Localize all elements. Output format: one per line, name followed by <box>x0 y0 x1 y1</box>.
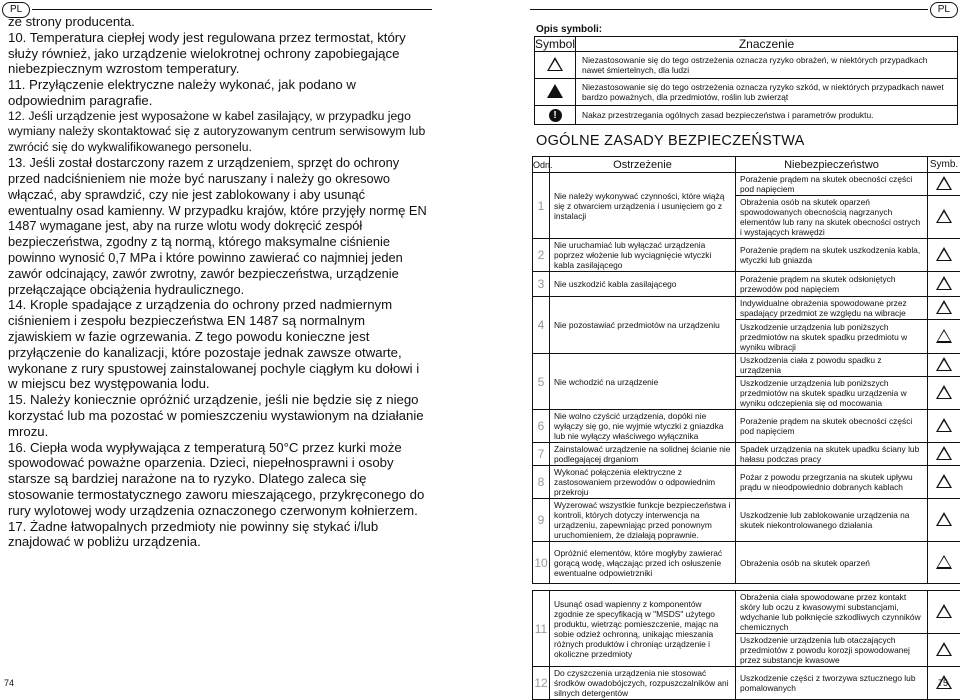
symbol-cell <box>928 272 960 297</box>
symbol-cell <box>928 634 960 667</box>
page-number-right: 75 <box>938 678 948 688</box>
warning-cell: Wyzerować wszystkie funkcje bezpieczeństwa i kontroli, których dotyczy interwencja na urządzeniu, zapewniając przed ponownym uruchomieniem, że działają poprawnie. <box>550 499 736 542</box>
table-row <box>533 173 960 196</box>
header-rule-right <box>530 9 928 10</box>
paragraph: 17. Żadne łatwopalnych przedmioty nie powinny się stykać i/lub znajdować w pobliżu urządzenia. <box>8 519 430 551</box>
paragraph: 10. Temperatura ciepłej wody jest regulowana przez termostat, który służy również, jako urządzenie wielokrotnej ochrony zapobiegające niebezpiecznym wzrostom temperatury. <box>8 30 430 77</box>
warning-cell: Do czyszczenia urządzenia nie stosować środków owadobójczych, rozpuszczalników ani silnych detergentów <box>550 667 736 700</box>
hazard-cell: Obrażenia osób na skutek oparzeń <box>736 542 928 584</box>
row-number: 1 <box>533 173 550 239</box>
warning-cell: Zainstalować urządzenie na solidnej ścianie nie podlegającej drganiom <box>550 443 736 466</box>
symbol-cell <box>928 499 960 542</box>
symbol-legend-title: Opis symboli: <box>536 24 602 35</box>
symbol-cell <box>928 196 960 239</box>
exclamation-circle-icon: ! <box>549 109 562 122</box>
warning-cell: Opróżnić elementów, które mogłyby zawierać gorącą wodę, włączając przed ich osłuszenie ewentualne odpowietrzniki <box>550 542 736 584</box>
table-row <box>535 106 958 125</box>
table-row <box>533 272 960 297</box>
symbol-cell <box>928 591 960 634</box>
table-row <box>533 542 960 584</box>
hazard-cell: Uszkodzenie urządzenia lub poniższych przedmiotów na skutek spadku urządzenia w wyniku odczepienia się od mocowania <box>736 377 928 410</box>
row-number: 4 <box>533 297 550 354</box>
warning-triangle-outline-icon <box>936 446 952 460</box>
row-number: 2 <box>533 239 550 272</box>
hazard-cell: Uszkodzenie lub zablokowanie urządzenia na skutek niekontrolowanego działania <box>736 499 928 542</box>
warning-cell: Nie uruchamiać lub wyłączać urządzenia poprzez włożenie lub wyciągnięcie wtyczki kabla zasilającego <box>550 239 736 272</box>
paragraph: 14. Krople spadające z urządzenia do ochrony przed nadmiernym ciśnieniem i zespołu bezpieczeństwa EN 1487 są normalnym zjawiskiem w fazie ogrzewania. Z tego powodu konieczne jest przyłączenie do kanalizacji, które pozostaje jednak zawsze otwarte, wykonane z rury spustowej zainstalowanej pochyle ciągłym ku dołowi i w miejscu bez występowania lodu. <box>8 297 430 392</box>
symbol-meaning: Niezastosowanie się do tego ostrzeżenia oznacza ryzyko obrażeń, w niektórych przypadkach nawet śmiertelnych, dla ludzi <box>576 52 958 79</box>
paragraph: 11. Przyłączenie elektryczne należy wykonać, jak podano w odpowiednim paragrafie. <box>8 77 430 109</box>
table-row <box>533 591 960 634</box>
symbol-cell <box>928 466 960 499</box>
table-row <box>533 239 960 272</box>
symbol-cell <box>928 410 960 443</box>
warning-triangle-outline-icon <box>936 555 952 569</box>
row-number: 9 <box>533 499 550 542</box>
warning-cell: Usunąć osad wapienny z komponentów zgodnie ze specyfikacją w "MSDS" użytego produktu, wietrząc pomieszczenie, mając na sobie odzież ochronną, unikając mieszania różnych produktów i chroniąc urządzenie i okoliczne przedmioty <box>550 591 736 667</box>
row-number: 12 <box>533 667 550 700</box>
warning-triangle-outline-icon <box>936 512 952 526</box>
hazard-cell: Porażenie prądem na skutek odsłoniętych przewodów pod napięciem <box>736 272 928 297</box>
row-number: 7 <box>533 443 550 466</box>
table-row <box>533 466 960 499</box>
hazard-cell: Obrażenia ciała spowodowane przez kontakt skóry lub oczu z kwasowymi substancjami, wdychanie lub połknięcie szkodliwych czynników chemicznych <box>736 591 928 634</box>
paragraph: ze strony producenta. <box>8 14 430 30</box>
row-number: 6 <box>533 410 550 443</box>
warning-cell: Nie wolno czyścić urządzenia, dopóki nie wyłączy się go, nie wyjmie wtyczki z gniazdka lub nie wyłączy właściwego wyłącznika <box>550 410 736 443</box>
warning-cell: Nie wchodzić na urządzenie <box>550 354 736 410</box>
symbol-cell <box>928 354 960 377</box>
paragraph: 15. Należy koniecznie opróżnić urządzenie, jeśli nie będzie się z niego korzystać lub ma pozostać w pomieszczeniu wystawionym na działanie mrozu. <box>8 392 430 439</box>
warning-triangle-outline-icon <box>936 474 952 488</box>
symbol-cell <box>928 173 960 196</box>
warning-triangle-outline-icon <box>936 642 952 656</box>
hazard-cell: Indywidualne obrażenia spowodowane przez spadający przedmiot ze względu na wibracje <box>736 297 928 320</box>
symbol-meaning: Nakaz przestrzegania ogólnych zasad bezpieczeństwa i parametrów produktu. <box>576 106 958 125</box>
warning-triangle-outline-icon <box>936 385 952 399</box>
warning-cell: Nie uszkodzić kabla zasilającego <box>550 272 736 297</box>
row-number: 3 <box>533 272 550 297</box>
symbol-cell <box>928 239 960 272</box>
symbol-meaning: Niezastosowanie się do tego ostrzeżenia oznacza ryzyko szkód, w niektórych przypadkach nawet bardzo poważnych, dla przedmiotów, roślin lub zwierząt <box>576 79 958 106</box>
warning-triangle-outline-icon <box>936 418 952 432</box>
hazard-cell: Uszkodzenie urządzenia lub otaczających przedmiotów z powodu korozji spowodowanej przez substancje kwasowe <box>736 634 928 667</box>
warning-cell: Nie pozostawiać przedmiotów na urządzeniu <box>550 297 736 354</box>
warning-triangle-outline-icon <box>936 329 952 343</box>
warning-cell: Nie należy wykonywać czynności, które wiążą się z otwarciem urządzenia i usunięciem go z instalacji <box>550 173 736 239</box>
general-safety-table <box>532 156 960 700</box>
hazard-cell: Porażenie prądem na skutek obecności części pod napięciem <box>736 173 928 196</box>
warning-triangle-outline-icon <box>936 176 952 190</box>
column-header: Symb. <box>928 157 960 173</box>
symbol-cell <box>928 377 960 410</box>
general-safety-title: OGÓLNE ZASADY BEZPIECZEŃSTWA <box>536 133 805 149</box>
hazard-cell: Uszkodzenie części z tworzywa sztucznego lub pomalowanych <box>736 667 928 700</box>
table-spacer <box>533 584 960 591</box>
hazard-cell: Porażenie prądem na skutek obecności części pod napięciem <box>736 410 928 443</box>
table-row <box>533 297 960 320</box>
table-row <box>535 79 958 106</box>
table-row <box>535 52 958 79</box>
warning-triangle-outline-icon <box>936 247 952 261</box>
symbol-cell <box>928 443 960 466</box>
column-header: Ostrzeżenie <box>550 157 736 173</box>
column-header: Niebezpieczeństwo <box>736 157 928 173</box>
language-badge-left: PL <box>2 2 30 18</box>
table-row <box>533 410 960 443</box>
row-number: 8 <box>533 466 550 499</box>
hazard-cell: Spadek urządzenia na skutek upadku ściany lub hałasu podczas pracy <box>736 443 928 466</box>
hazard-cell: Porażenie prądem na skutek uszkodzenia kabla, wtyczki lub gniazda <box>736 239 928 272</box>
paragraph: 16. Ciepła woda wypływająca z temperaturą 50°C przez kurki może spowodować poważne oparzenia. Dzieci, niepełnosprawni i osoby starsze są bardziej narażone na to ryzyko. Dlatego zaleca się stosowanie termostatycznego zaworu mieszającego, przykręconego do rury wylotowej wody urządzenia oznaczonego czerwonym kołnierzem. <box>8 440 430 519</box>
column-header: Znaczenie <box>576 37 958 52</box>
paragraph: 12. Jeśli urządzenie jest wyposażone w kabel zasilający, w przypadku jego wymiany należy skontaktować się z autoryzowanym centrum serwisowym lub zwrócić się do wykwalifikowanego personelu. <box>8 109 430 156</box>
table-row <box>533 667 960 700</box>
paragraph: 13. Jeśli został dostarczony razem z urządzeniem, sprzęt do ochrony przed nadciśnieniem nie może być naruszany i należy go okresowo włączać, aby sprawdzić, czy nie jest zablokowany i aby usunąć ewentualny osad kamienny. W przypadku krajów, które przyjęły normę EN 1487 wymagane jest, aby na rurze wlotu wody dokręcić zespół bezpieczeństwa, zgodny z tą normą, którego maksymalne ciśnienie powinno wynosić 0,7 MPa i które powinno zawierać co najmniej jeden zawór odcinający, zawór zwrotny, zawór bezpieczeństwa, urządzenie przełączające obciążenia hydraulicznego. <box>8 155 430 297</box>
warning-triangle-outline-icon <box>936 300 952 314</box>
row-number: 5 <box>533 354 550 410</box>
table-row <box>533 443 960 466</box>
column-header: Odn. <box>533 157 550 173</box>
safety-instructions-text <box>8 14 430 550</box>
table-row <box>533 354 960 377</box>
table-row <box>533 499 960 542</box>
symbol-cell <box>928 297 960 320</box>
warning-triangle-filled-icon <box>547 84 563 98</box>
symbol-cell <box>928 542 960 584</box>
symbol-cell <box>928 320 960 354</box>
row-number: 11 <box>533 591 550 667</box>
hazard-cell: Uszkodzenie urządzenia lub poniższych przedmiotów na skutek spadku przedmiotu w wyniku wibracji <box>736 320 928 354</box>
warning-triangle-outline-icon <box>547 57 563 71</box>
warning-triangle-outline-icon <box>936 276 952 290</box>
hazard-cell: Pożar z powodu przegrzania na skutek upływu prądu w nieodpowiednio dobranych kablach <box>736 466 928 499</box>
hazard-cell: Uszkodzenia ciała z powodu spadku z urządzenia <box>736 354 928 377</box>
symbol-legend-table <box>534 36 958 125</box>
column-header: Symbol <box>535 37 576 52</box>
warning-cell: Wykonać połączenia elektryczne z zastosowaniem przewodów o odpowiednim przekroju <box>550 466 736 499</box>
page-number-left: 74 <box>4 678 14 688</box>
row-number: 10 <box>533 542 550 584</box>
hazard-cell: Obrażenia osób na skutek oparzeń spowodowanych obecnością nagrzanych elementów lub rany na skutek obecności ostrych i wystających krawędzi <box>736 196 928 239</box>
language-badge-right: PL <box>930 2 958 18</box>
header-rule-left <box>32 9 432 10</box>
warning-triangle-outline-icon <box>936 604 952 618</box>
warning-triangle-outline-icon <box>936 209 952 223</box>
warning-triangle-outline-icon <box>936 357 952 371</box>
